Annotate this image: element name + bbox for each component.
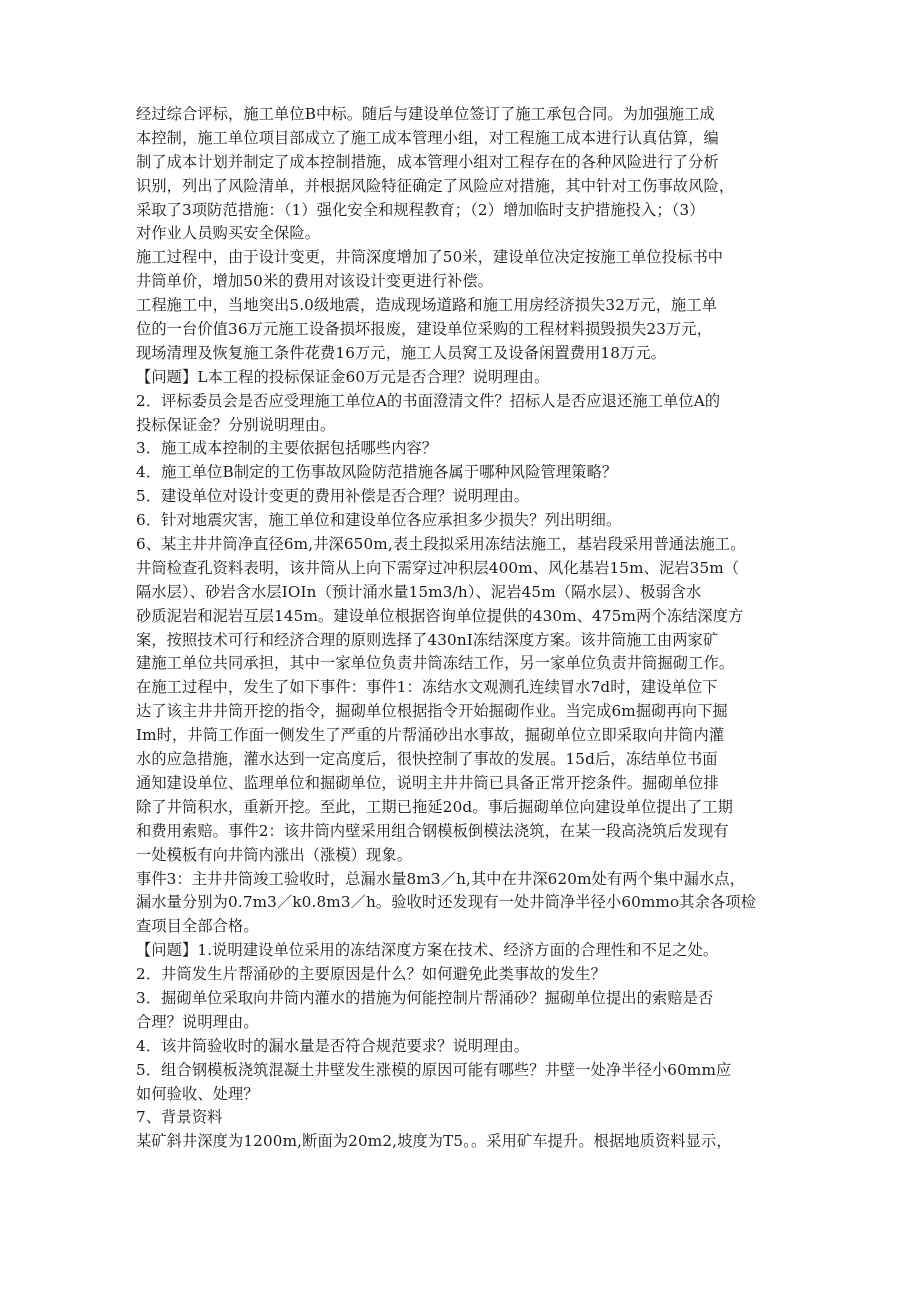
text-line: 漏水量分别为0.7m3／k0.8m3／h。验收时还发现有一处井筒净半径小60mmo其余各项检 — [136, 893, 757, 912]
question-line: 4．施工单位B制定的工伤事故风险防范措施各属于哪种风险管理策略？ — [136, 463, 618, 482]
text-line: 某矿斜井深度为1200m,断面为20m2,坡度为T5。。采用矿车提升。根据地质资料显示， — [136, 1132, 732, 1151]
text-line: 井筒检查孔资料表明，该井筒从上向下需穿过冲积层400m、风化基岩15m、泥岩35m（ — [136, 558, 740, 577]
text-line: 现场清理及恢复施工条件花费16万元，施工人员窝工及设备闲置费用18万元。 — [136, 343, 667, 362]
text-line: 除了井筒积水，重新开挖。至此，工期已拖延20d。事后掘砌单位向建设单位提出了工期 — [136, 797, 733, 816]
text-line: 位的一台价值36万元施工设备损坏报废，建设单位采购的工程材料损毁损失23万元， — [136, 320, 713, 339]
question-line: 合理？说明理由。 — [136, 1012, 259, 1031]
text-line: 和费用索赔。事件2：该井筒内壁采用组合钢模板倒模法浇筑，在某一段高浇筑后发现有 — [136, 821, 729, 840]
text-line: 施工过程中，由于设计变更，井筒深度增加了50米，建设单位决定按施工单位投标书中 — [136, 248, 724, 267]
text-line: 制了成本计划并制定了成本控制措施，成本管理小组对工程存在的各种风险进行了分析 — [136, 152, 719, 171]
text-line: 案，按照技术可行和经济合理的原则选择了430nI冻结深度方案。该井筒施工由两家矿 — [136, 630, 719, 649]
text-line: 达了该主井井筒开挖的指令，掘砌单位根据指令开始掘砌作业。当完成6m掘砌再向下掘 — [136, 702, 728, 721]
text-line: 水的应急措施，灌水达到一定高度后，很快控制了事故的发展。15d后，冻结单位书面 — [136, 750, 718, 769]
text-line: 识别，列出了风险清单，并根据风险特征确定了风险应对措施，其中针对工伤事故风险， — [136, 176, 735, 195]
text-line: 隔水层）、砂岩含水层IOIn（预计涌水量15m3/h）、泥岩45m（隔水层）、极弱含水 — [136, 582, 702, 601]
text-line: 查项目全部合格。 — [136, 917, 259, 936]
question-line: 6．针对地震灾害，施工单位和建设单位各应承担多少损失？列出明细。 — [136, 511, 622, 530]
question-line: 3．掘砌单位采取向井筒内灌水的措施为何能控制片帮涌砂？掘砌单位提出的索赔是否 — [136, 988, 714, 1007]
text-line: 6、某主井井筒净直径6m,井深650m,表土段拟采用冻结法施工，基岩段采用普通法施工。 — [136, 535, 746, 554]
text-line: 对作业人员购买安全保险。 — [136, 224, 321, 243]
question-line: 【问题】L本工程的投标保证金60万元是否合理？说明理由。 — [136, 367, 550, 386]
question-line: 如何验收、处理？ — [136, 1084, 259, 1103]
text-line: 井筒单价，增加50米的费用对该设计变更进行补偿。 — [136, 272, 494, 291]
question-line: 【问题】1.说明建设单位采用的冻结深度方案在技术、经济方面的合理性和不足之处。 — [136, 941, 719, 960]
text-line: 砂质泥岩和泥岩互层145m。建设单位根据咨询单位提供的430m、475m两个冻结深度方 — [136, 606, 744, 625]
text-line: 事件3：主井井筒竣工验收时，总漏水量8m3／h,其中在井深620m处有两个集中漏水点， — [136, 869, 746, 888]
text-line: 通知建设单位、监理单位和掘砌单位，说明主井井筒已具备正常开挖条件。掘砌单位排 — [136, 773, 719, 792]
question-line: 2．井筒发生片帮涌砂的主要原因是什么？如何避免此类事故的发生？ — [136, 965, 606, 984]
question-line: 3．施工成本控制的主要依据包括哪些内容？ — [136, 439, 438, 458]
text-line: 一处模板有向井筒内涨出（涨模）现象。 — [136, 845, 413, 864]
text-line: Im时，井筒工作面一侧发生了严重的片帮涌砂出水事故，掘砌单位立即采取向井筒内灌 — [136, 726, 725, 745]
question-line: 4．该井筒验收时的漏水量是否符合规范要求？说明理由。 — [136, 1036, 530, 1055]
text-line: 建施工单位共同承担，其中一家单位负责井筒冻结工作，另一家单位负责井筒掘砌工作。 — [136, 654, 735, 673]
question-line: 5．建设单位对设计变更的费用补偿是否合理？说明理由。 — [136, 487, 530, 506]
section-heading: 7、背景资料 — [136, 1108, 223, 1127]
question-line: 2．评标委员会是否应受理施工单位A的书面澄清文件？招标人是否应退还施工单位A的 — [136, 391, 721, 410]
text-line: 本控制，施工单位项目部成立了施工成本管理小组，对工程施工成本进行认真估算，编 — [136, 128, 719, 147]
text-line: 工程施工中，当地突出5.0级地震，造成现场道路和施工用房经济损失32万元，施工单 — [136, 296, 718, 315]
text-line: 在施工过程中，发生了如下事件：事件1：冻结水文观测孔连续冒水7d时，建设单位下 — [136, 678, 718, 697]
question-line: 5．组合钢模板浇筑混凝土井壁发生涨模的原因可能有哪些？井壁一处净半径小60mm应 — [136, 1060, 732, 1079]
text-line: 采取了3项防范措施：（1）强化安全和规程教育；（2）增加临时支护措施投入；（3） — [136, 200, 705, 219]
text-line: 经过综合评标，施工单位B中标。随后与建设单位签订了施工承包合同。为加强施工成 — [136, 105, 715, 123]
question-line: 投标保证金？分别说明理由。 — [136, 415, 336, 434]
